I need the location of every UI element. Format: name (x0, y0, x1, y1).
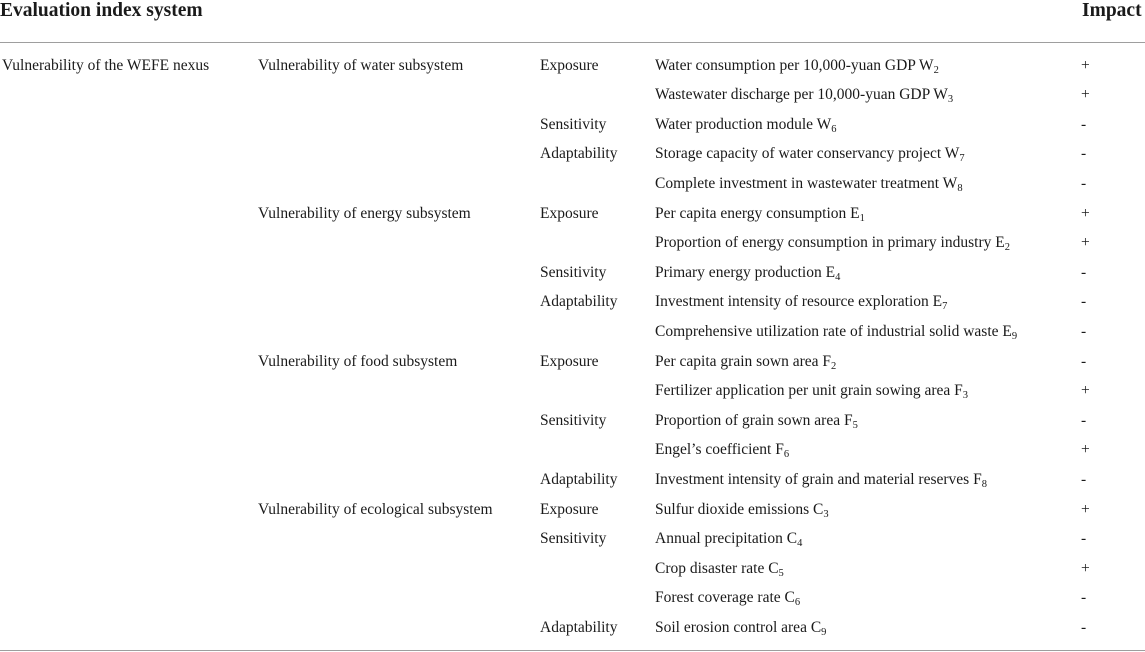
indicator-name (655, 322, 1017, 342)
impact-sign: + (1081, 559, 1090, 577)
indicator-text: Crop disaster rate C (655, 559, 779, 577)
table-row (0, 618, 1145, 648)
subsystem-label: Vulnerability of food subsystem (258, 352, 458, 370)
indicator-text: Proportion of energy consumption in primary industry E (655, 234, 1005, 252)
table-row (0, 56, 1145, 86)
indicator-name (655, 352, 836, 372)
indicator-subscript: 8 (957, 182, 963, 194)
table-row (0, 411, 1145, 441)
subsystem-label: Vulnerability of energy subsystem (258, 204, 471, 222)
indicator-text: Storage capacity of water conservancy project W (655, 145, 960, 163)
table-row (0, 529, 1145, 559)
dimension-label: Sensitivity (540, 263, 607, 281)
indicator-name (655, 381, 968, 401)
indicator-name (655, 529, 802, 549)
indicator-name (655, 588, 800, 608)
indicator-text: Proportion of grain sown area F (655, 411, 853, 429)
table-row (0, 115, 1145, 145)
impact-sign: - (1081, 263, 1087, 281)
dimension-label: Adaptability (540, 618, 618, 636)
indicator-name (655, 85, 953, 105)
impact-sign: - (1081, 322, 1087, 340)
dimension-label: Exposure (540, 204, 599, 222)
indicator-name (655, 115, 837, 135)
indicator-name (655, 263, 840, 283)
indicator-text: Forest coverage rate C (655, 589, 795, 607)
indicator-text: Primary energy production E (655, 263, 836, 281)
indicator-text: Complete investment in wastewater treatment W (655, 174, 958, 192)
indicator-name (655, 440, 789, 460)
indicator-subscript: 1 (859, 212, 865, 224)
impact-sign: - (1081, 115, 1087, 133)
table-row (0, 85, 1145, 115)
dimension-label: Adaptability (540, 293, 618, 311)
indicator-name (655, 411, 858, 431)
impact-sign: - (1081, 352, 1087, 370)
indicator-subscript: 4 (835, 271, 841, 283)
table-row (0, 559, 1145, 589)
header-evaluation-index-system: Evaluation index system (0, 0, 203, 21)
indicator-name (655, 56, 939, 76)
indicator-text: Investment intensity of grain and material reserves F (655, 470, 982, 488)
dimension-label: Sensitivity (540, 411, 607, 429)
header-rule (0, 42, 1145, 43)
indicator-subscript: 9 (1011, 330, 1018, 342)
impact-sign: + (1081, 500, 1090, 518)
subsystem-label: Vulnerability of water subsystem (258, 56, 464, 74)
indicator-subscript: 6 (783, 449, 790, 461)
impact-sign: - (1081, 411, 1087, 429)
table-header (0, 0, 1145, 42)
subsystem-label: Vulnerability of ecological subsystem (258, 500, 493, 518)
impact-sign: - (1081, 530, 1087, 548)
indicator-subscript: 2 (933, 64, 939, 76)
indicator-text: Water production module W (655, 115, 832, 133)
impact-sign: + (1081, 204, 1090, 222)
impact-sign: + (1081, 86, 1090, 104)
indicator-subscript: 2 (831, 360, 837, 372)
indicator-text: Per capita energy consumption E (655, 204, 860, 222)
table-row (0, 144, 1145, 174)
indicator-name (655, 174, 963, 194)
indicator-subscript: 6 (831, 123, 837, 135)
table-row (0, 263, 1145, 293)
indicator-text: Wastewater discharge per 10,000-yuan GDP W (655, 86, 948, 104)
indicator-subscript: 4 (797, 538, 803, 550)
indicator-subscript: 5 (778, 567, 784, 579)
indicator-name (655, 144, 965, 164)
indicator-subscript: 3 (962, 390, 969, 402)
indicator-subscript: 7 (942, 301, 948, 313)
impact-sign: - (1081, 618, 1087, 636)
dimension-label: Adaptability (540, 470, 618, 488)
indicator-text: Annual precipitation C (655, 530, 798, 548)
indicator-text: Water consumption per 10,000-yuan GDP W (655, 56, 934, 74)
indicator-subscript: 7 (959, 153, 965, 165)
dimension-label: Adaptability (540, 145, 618, 163)
indicator-text: Sulfur dioxide emissions C (655, 500, 824, 518)
impact-sign: - (1081, 589, 1087, 607)
level1-label: Vulnerability of the WEFE nexus (2, 56, 210, 74)
table-row (0, 470, 1145, 500)
indicator-name (655, 500, 829, 520)
indicator-text: Fertilizer application per unit grain sowing area F (655, 382, 963, 400)
indicator-text: Investment intensity of resource exploration E (655, 293, 943, 311)
indicator-subscript: 9 (821, 626, 827, 638)
dimension-label: Exposure (540, 500, 599, 518)
impact-sign: + (1081, 56, 1090, 74)
dimension-label: Exposure (540, 56, 599, 74)
table-row (0, 204, 1145, 234)
indicator-name (655, 204, 865, 224)
impact-sign: - (1081, 293, 1087, 311)
table-row (0, 500, 1145, 530)
bottom-rule (0, 650, 1145, 651)
indicator-text: Comprehensive utilization rate of industrial solid waste E (655, 322, 1012, 340)
dimension-label: Sensitivity (540, 530, 607, 548)
indicator-name (655, 618, 826, 638)
table-row (0, 440, 1145, 470)
indicator-subscript: 3 (947, 94, 954, 106)
table-row (0, 322, 1145, 352)
indicator-subscript: 6 (794, 597, 801, 609)
indicator-subscript: 8 (981, 478, 987, 490)
dimension-label: Sensitivity (540, 115, 607, 133)
table-row (0, 381, 1145, 411)
impact-sign: + (1081, 441, 1090, 459)
indicator-name (655, 233, 1010, 253)
indicator-text: Per capita grain sown area F (655, 352, 832, 370)
table-row (0, 233, 1145, 263)
table-row (0, 352, 1145, 382)
indicator-name (655, 470, 987, 490)
indicator-name (655, 292, 947, 312)
impact-sign: + (1081, 382, 1090, 400)
table-row (0, 292, 1145, 322)
indicator-text: Soil erosion control area C (655, 618, 822, 636)
impact-sign: - (1081, 174, 1087, 192)
indicator-text: Engel’s coefficient F (655, 441, 784, 459)
header-impact: Impact (1082, 0, 1142, 21)
dimension-label: Exposure (540, 352, 599, 370)
indicator-subscript: 5 (852, 419, 858, 431)
impact-sign: - (1081, 470, 1087, 488)
table-row (0, 174, 1145, 204)
indicator-subscript: 3 (823, 508, 829, 520)
indicator-subscript: 2 (1004, 242, 1010, 254)
impact-sign: - (1081, 145, 1087, 163)
impact-sign: + (1081, 234, 1090, 252)
indicator-name (655, 559, 784, 579)
table-row (0, 588, 1145, 618)
